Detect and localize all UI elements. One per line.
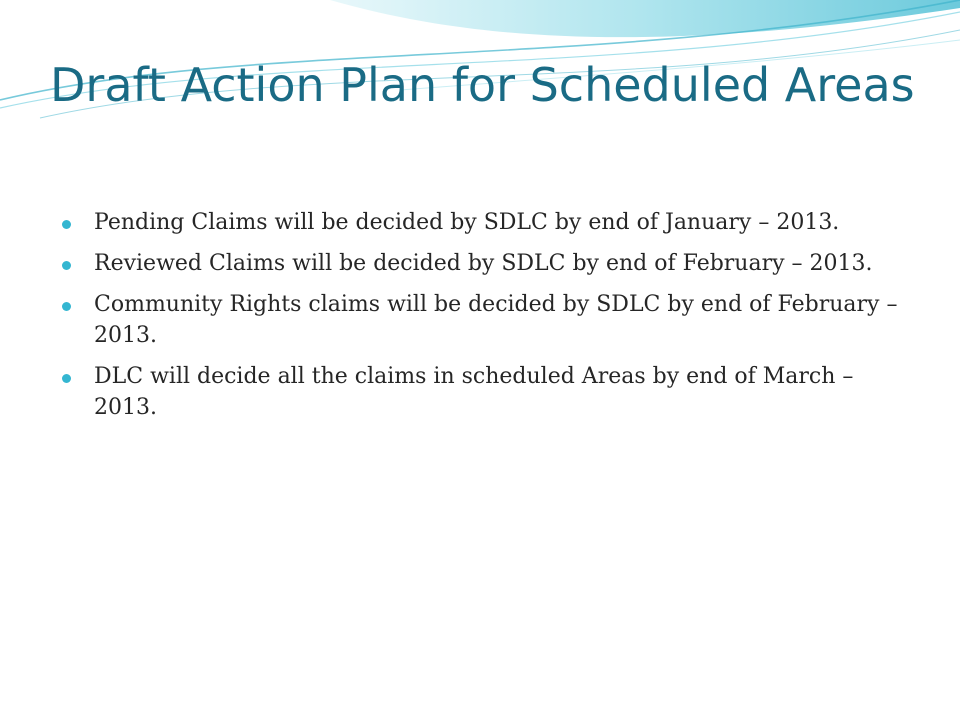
bullet-text: DLC will decide all the claims in scheduled Areas by end of March – 2013. (94, 364, 854, 420)
bullet-dot-icon (62, 374, 71, 383)
bullet-dot-icon (62, 220, 71, 229)
bullet-item (62, 207, 902, 238)
bullet-dot-icon (62, 302, 71, 311)
bullet-list (62, 207, 902, 433)
bullet-item (62, 248, 902, 279)
bullet-text: Community Rights claims will be decided by SDLC by end of February – 2013. (94, 292, 898, 348)
bullet-text: Reviewed Claims will be decided by SDLC by end of February – 2013. (94, 251, 873, 276)
bullet-dot-icon (62, 261, 71, 270)
bullet-text: Pending Claims will be decided by SDLC by end of January – 2013. (94, 210, 840, 235)
slide-title: Draft Action Plan for Scheduled Areas (50, 58, 915, 112)
bullet-item (62, 289, 902, 351)
bullet-item (62, 361, 902, 423)
